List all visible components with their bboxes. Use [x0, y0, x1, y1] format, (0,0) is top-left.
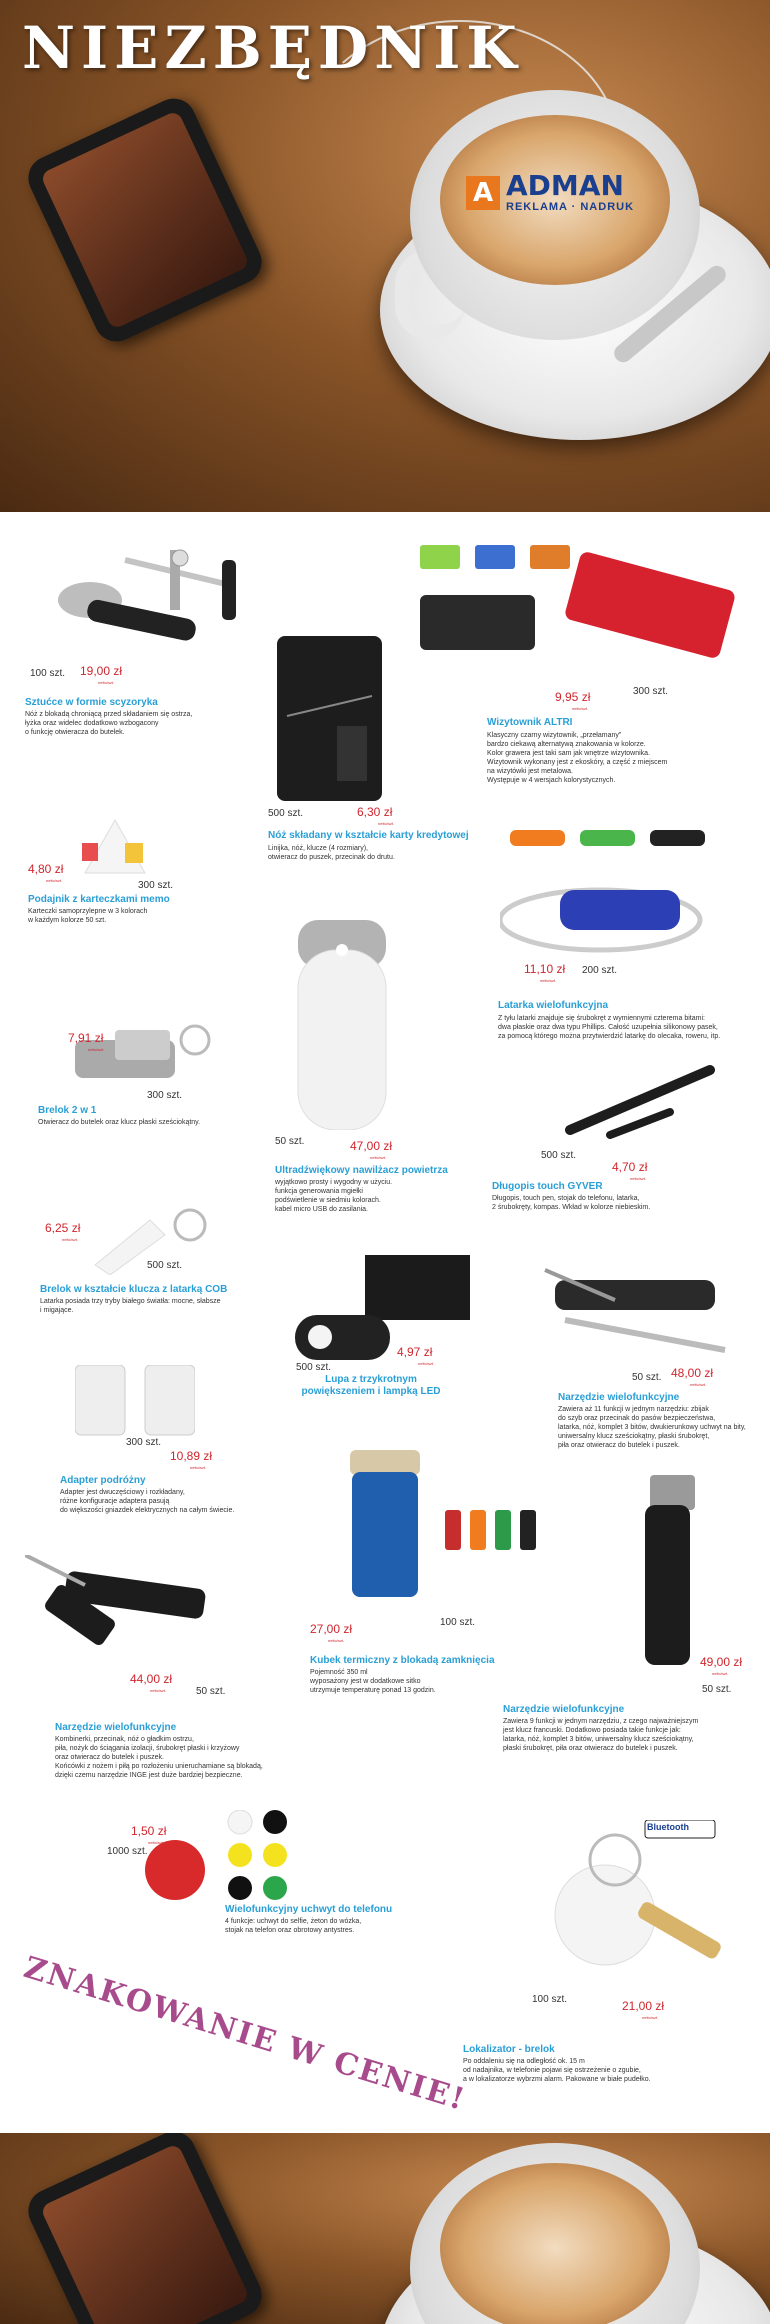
product-description-line: od nadajnika, w telefonie pojawi się ostrzeżenie o zgubie,: [463, 2067, 641, 2074]
product-description-line: uniwersalny klucz sześciokątny, płaski śrubokręt,: [558, 1433, 710, 1440]
product-price: 44,00 zł: [130, 1672, 173, 1686]
product-description-line: 2 śrubokręty, kompas. Wkład w kolorze niebieskim.: [492, 1204, 651, 1211]
product-description-line: do szyb oraz przecinak do pasów bezpieczeństwa,: [558, 1415, 716, 1422]
product-price: 4,97 zł: [397, 1345, 433, 1359]
price-netto-note: netto/szt.: [98, 680, 115, 685]
product-description-line: kabel micro USB do zasilania.: [275, 1206, 368, 1213]
price-netto-note: netto/szt.: [630, 1176, 647, 1181]
product-quantity: 50 szt.: [702, 1684, 732, 1695]
product-description-line: Nóż z blokadą chroniącą przed składaniem się ostrza,: [25, 711, 193, 718]
price-netto-note: netto/szt.: [712, 1671, 729, 1676]
product-name: Narzędzie wielofunkcyjne: [503, 1704, 625, 1715]
price-netto-note: netto/szt.: [418, 1361, 435, 1366]
product-name: Adapter podróżny: [60, 1475, 146, 1486]
product-description-line: otwieracz do puszek, przecinak do drutu.: [268, 854, 395, 861]
memo-dispenser-image: [80, 818, 150, 878]
price-netto-note: netto/szt.: [540, 978, 557, 983]
product-price: 48,00 zł: [671, 1366, 714, 1380]
product-quantity: 500 szt.: [296, 1362, 332, 1373]
product-description-line: Końcówki z nożem i piłą po rozłożeniu unieruchamiane są blokadą,: [55, 1763, 263, 1770]
product-description-line: latarka, nóż, komplet 3 bitów, dwukierunkowy uchwyt na bity,: [558, 1424, 746, 1431]
product-description-line: Z tyłu latarki znajduje się śrubokręt z wymiennymi czterema bitami:: [498, 1015, 705, 1022]
price-netto-note: netto/szt.: [190, 1465, 207, 1470]
product-description-line: dwa płaskie oraz dwa typu Phillips. Całość uzupełnia silikonowy pasek,: [498, 1024, 718, 1031]
adman-logo: [466, 169, 635, 213]
logo-name: ADMAN: [506, 169, 624, 202]
flashlight-image: [500, 810, 750, 960]
product-description-line: Linijka, nóż, klucze (4 rozmiary),: [268, 845, 368, 852]
product-price: 49,00 zł: [700, 1655, 743, 1669]
product-description-line: o funkcję otwieracza do butelek.: [25, 729, 125, 736]
product-quantity: 200 szt.: [582, 965, 618, 976]
product-description-line: w każdym kolorze 50 szt.: [28, 917, 107, 924]
price-netto-note: netto/szt.: [150, 1688, 167, 1693]
footer-banner: [0, 2133, 770, 2324]
product-quantity: 100 szt.: [440, 1617, 476, 1628]
product-quantity: 500 szt.: [147, 1260, 183, 1271]
product-name: Brelok 2 w 1: [38, 1105, 97, 1116]
product-description-line: utrzymuje temperaturę ponad 13 godzin.: [310, 1687, 436, 1694]
product-description-line: dzięki czemu narzędzie INGE jest duże bardziej bezpieczne.: [55, 1772, 243, 1779]
product-description-line: Po oddaleniu się na odległość ok. 15 m: [463, 2058, 585, 2065]
product-description-line: Adapter jest dwuczęściowy i rozkładany,: [60, 1489, 185, 1496]
product-quantity: 50 szt.: [632, 1372, 662, 1383]
product-quantity: 1000 szt.: [107, 1846, 148, 1857]
product-description-line: Otwieracz do butelek oraz klucz płaski sześciokątny.: [38, 1119, 201, 1126]
product-description-line: 4 funkcje: uchwyt do selfie, żeton do wózka,: [225, 1918, 362, 1925]
product-description-line: Zawiera 9 funkcji w jednym narzędziu, z czego najważniejszym: [503, 1718, 699, 1725]
product-description-line: piła, nożyk do ściągania izolacji, śrubokręt płaski i krzyżowy: [55, 1745, 240, 1752]
product-description-line: różne konfiguracje adaptera pasują: [60, 1498, 170, 1505]
logo-mark: A: [466, 176, 500, 210]
product-description-line: na wizytówki jest metalowa.: [487, 768, 573, 775]
smartphone-image: [21, 2133, 269, 2324]
product-name: Narzędzie wielofunkcyjne: [558, 1392, 680, 1403]
product-quantity: 50 szt.: [275, 1136, 305, 1147]
product-description-line: jest klucz francuski. Dodatkowo posiada takie funkcje jak:: [503, 1727, 681, 1734]
product-description-line: do większości gniazdek elektrycznych na całym świecie.: [60, 1507, 235, 1514]
humidifier-image: [292, 920, 392, 1130]
product-price: 6,25 zł: [45, 1221, 81, 1235]
product-price: 10,89 zł: [170, 1449, 213, 1463]
product-price: 6,30 zł: [357, 805, 393, 819]
price-netto-note: netto/szt.: [370, 1155, 387, 1160]
product-description-line: i migające.: [40, 1307, 74, 1314]
magnifier-image: [295, 1255, 475, 1375]
product-price: 21,00 zł: [622, 1999, 665, 2013]
product-description-line: Klasyczny czarny wizytownik, „przełamany”: [487, 732, 622, 739]
product-description-line: funkcja generowania mgiełki: [275, 1188, 363, 1195]
page-title: NIEZBĘDNIK: [22, 14, 523, 82]
product-name: Brelok w kształcie klucza z latarką COB: [40, 1284, 228, 1295]
multitool-11-image: [535, 1260, 745, 1360]
pliers-multitool-image: [25, 1555, 225, 1645]
product-name: Podajnik z karteczkami memo: [28, 894, 170, 905]
business-card-holder-image: [420, 535, 750, 665]
price-netto-note: netto/szt.: [690, 1382, 707, 1387]
travel-adapter-image: [75, 1365, 195, 1440]
product-name: Wielofunkcyjny uchwyt do telefonu: [225, 1904, 393, 1915]
product-description-line: płaski śrubokręt, piła oraz otwieracz do butelek i puszek.: [503, 1745, 678, 1752]
product-description-line: wyposażony jest w dodatkowe sitko: [310, 1678, 421, 1685]
smartphone-image: [21, 91, 269, 348]
product-name: Ultradźwiękowy nawilżacz powietrza: [275, 1165, 448, 1176]
product-quantity: 500 szt.: [268, 808, 304, 819]
product-quantity: 500 szt.: [541, 1150, 577, 1161]
price-netto-note: netto/szt.: [148, 1840, 165, 1845]
product-name: Lupa z trzykrotnym powiększeniem i lampką LED: [301, 1374, 441, 1397]
product-description-line: a w lokalizatorze wybrzmi alarm. Pakowane w białe pudełko.: [463, 2076, 651, 2083]
product-description-line: oraz otwieracz do butelek i puszek.: [55, 1754, 164, 1761]
bluetooth-badge: Bluetooth: [647, 1822, 689, 1832]
product-description-line: Występuje w 4 wersjach kolorystycznych.: [487, 777, 616, 784]
product-description-line: latarka, nóż, komplet 3 bitów, uniwersalny klucz sześciokątny,: [503, 1736, 694, 1743]
locator-keyfob-image: [505, 1820, 745, 1990]
price-netto-note: netto/szt.: [642, 2015, 659, 2020]
product-description-line: bardzo ciekawą alternatywą znakowania w kolorze.: [487, 741, 646, 748]
product-description-line: Kombinerki, przecinak, nóż o gładkim ostrzu,: [55, 1736, 194, 1743]
hero-banner: [0, 0, 770, 512]
product-name: Kubek termiczny z blokadą zamknięcia: [310, 1655, 495, 1666]
product-quantity: 100 szt.: [30, 668, 66, 679]
product-quantity: 300 szt.: [138, 880, 174, 891]
product-description-line: Kolor grawera jest taki sam jak wnętrze wizytownika.: [487, 750, 651, 757]
price-netto-note: netto/szt.: [378, 821, 395, 826]
product-quantity: 100 szt.: [532, 1994, 568, 2005]
product-description-line: łyżka oraz widelec dodatkowo wzbogacony: [25, 720, 159, 727]
product-name: Nóż składany w kształcie karty kredytowej: [268, 830, 469, 841]
product-quantity: 300 szt.: [633, 686, 669, 697]
product-description-line: Długopis, touch pen, stojak do telefonu, latarka,: [492, 1195, 640, 1202]
product-description-line: Pojemność 350 ml: [310, 1669, 368, 1676]
product-quantity: 50 szt.: [196, 1686, 226, 1697]
credit-card-knife-image: [277, 636, 382, 801]
product-description-line: Wizytownik wykonany jest z ekoskóry, a część z miejscem: [487, 759, 668, 766]
product-price: 7,91 zł: [68, 1031, 104, 1045]
product-name: Latarka wielofunkcyjna: [498, 1000, 609, 1011]
coffee-latte: [440, 2163, 670, 2324]
product-price: 27,00 zł: [310, 1622, 353, 1636]
product-name: Lokalizator - brelok: [463, 2044, 555, 2055]
product-description-line: wyjątkowo prosty i wygodny w użyciu.: [275, 1179, 393, 1186]
product-description-line: za pomocą którego można przytwierdzić latarkę do olecaka, roweru, itp.: [498, 1033, 721, 1040]
phone-grip-image: [145, 1810, 295, 1910]
product-name: Długopis touch GYVER: [492, 1181, 603, 1192]
product-description-line: Zawiera aż 11 funkcji w jednym narzędziu: zbijak: [558, 1406, 709, 1413]
cutlery-pocketknife-image: [30, 530, 250, 660]
wrench-multitool-image: [630, 1475, 700, 1675]
product-quantity: 300 szt.: [147, 1090, 183, 1101]
price-netto-note: netto/szt.: [46, 878, 63, 883]
product-description-line: podświetlenie w siedmiu kolorach.: [275, 1197, 381, 1204]
product-description-line: piła oraz otwieracz do butelek i puszek.: [558, 1442, 680, 1449]
product-price: 11,10 zł: [524, 962, 566, 976]
logo-subtitle: REKLAMA · NADRUK: [506, 201, 635, 213]
thermal-mug-image: [350, 1450, 560, 1600]
product-description-line: Karteczki samoprzylepne w 3 kolorach: [28, 908, 148, 915]
product-name: Narzędzie wielofunkcyjne: [55, 1722, 177, 1733]
price-netto-note: netto/szt.: [62, 1237, 79, 1242]
price-netto-note: netto/szt.: [572, 706, 589, 711]
product-name: Sztućce w formie scyzoryka: [25, 697, 158, 708]
keychain-2in1-image: [75, 1020, 215, 1085]
product-name: Wizytownik ALTRI: [487, 717, 573, 728]
product-description-line: stojak na telefon oraz obrotowy antystres.: [225, 1927, 355, 1934]
product-price: 47,00 zł: [350, 1139, 393, 1153]
product-price: 1,50 zł: [131, 1824, 167, 1838]
price-netto-note: netto/szt.: [88, 1047, 105, 1052]
product-description-line: Latarka posiada trzy tryby białego światła: mocne, słabsze: [40, 1298, 221, 1305]
price-netto-note: netto/szt.: [328, 1638, 345, 1643]
product-quantity: 300 szt.: [126, 1437, 162, 1448]
tagline: ZNAKOWANIE W CENIE!: [19, 1950, 471, 2119]
product-price: 9,95 zł: [555, 690, 591, 704]
product-price: 19,00 zł: [80, 664, 123, 678]
touch-pen-image: [560, 1060, 730, 1140]
product-price: 4,70 zł: [612, 1160, 648, 1174]
product-price: 4,80 zł: [28, 862, 64, 876]
